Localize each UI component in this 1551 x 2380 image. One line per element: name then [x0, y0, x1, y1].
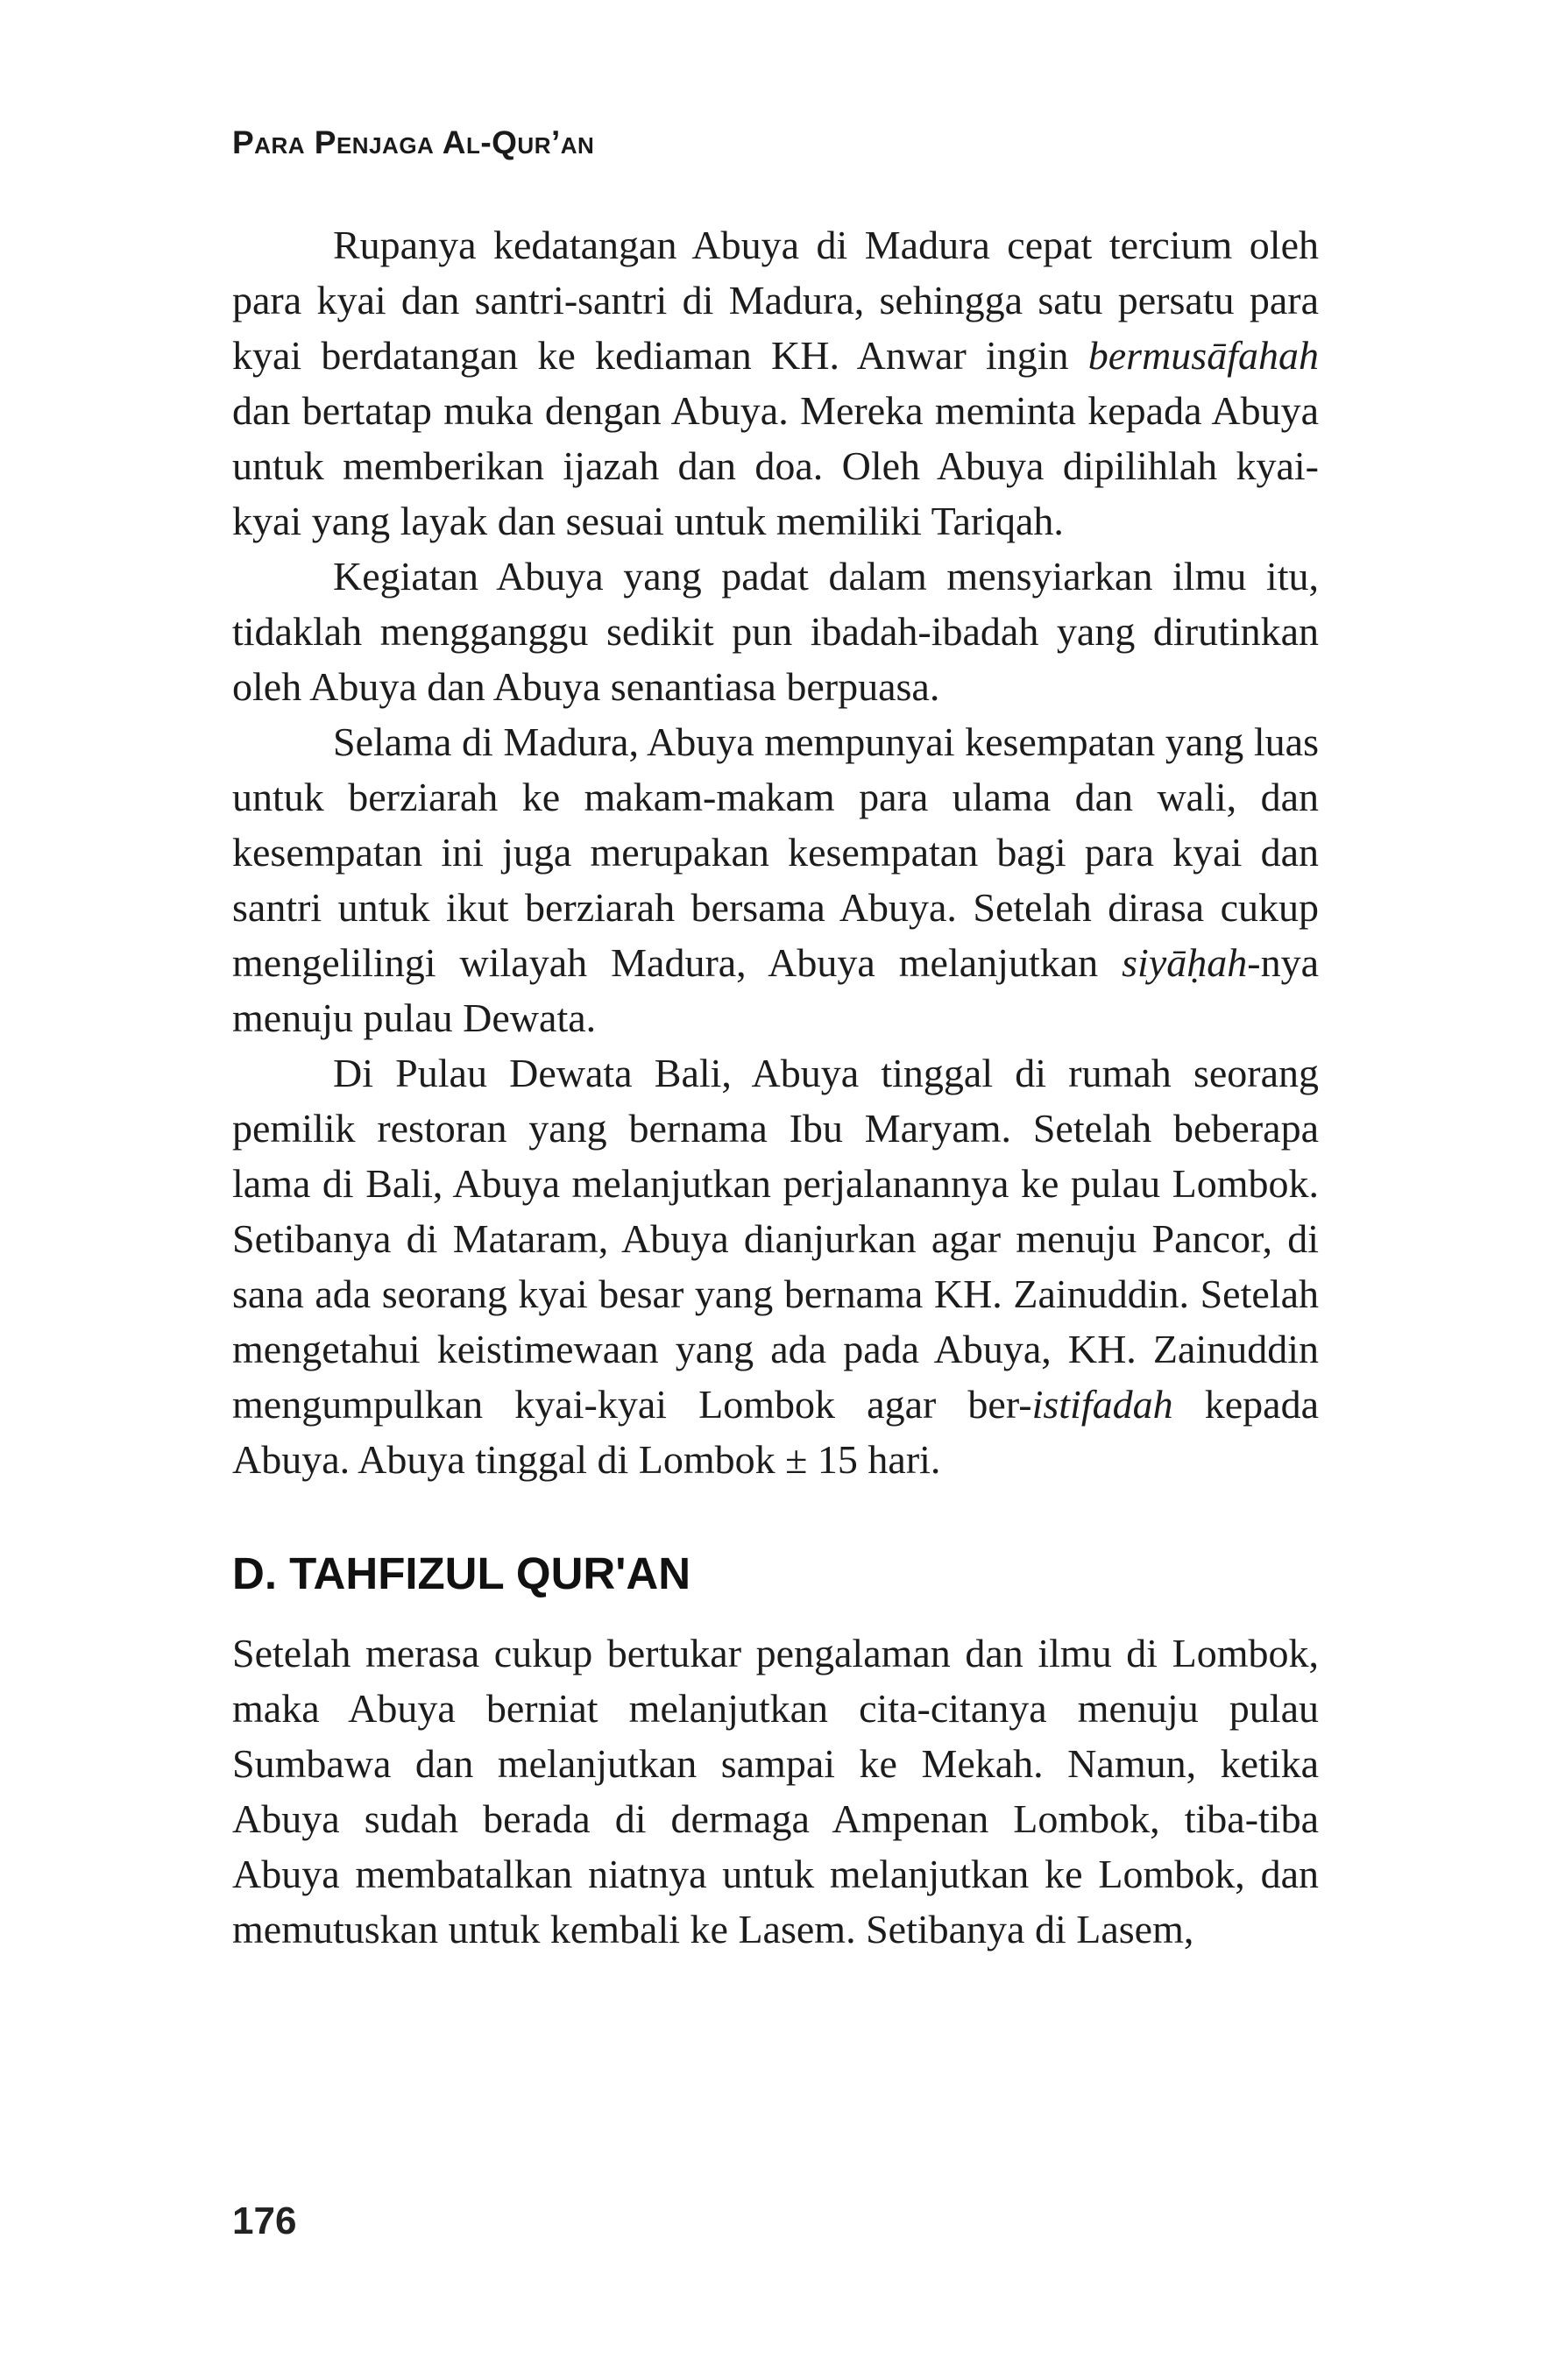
italic-text: siyāḥah — [1122, 940, 1248, 985]
page-number: 176 — [232, 2199, 297, 2242]
italic-text: bermusāfahah — [1087, 333, 1319, 378]
body-text: Rupanya kedatangan Abuya di Madura cepat tercium oleh para kyai dan santri-santri di Madura, sehingga satu persatu para kyai berdatangan ke kediaman KH. Anwar ingin — [232, 223, 1319, 378]
body-text: Setelah merasa cukup bertukar pengalaman dan ilmu di Lombok, maka Abuya berniat melanjutkan cita-citanya menuju pulau Sumbawa dan melanjutkan sampai ke Mekah. Namun, ketika Abuya sudah berada di dermaga Ampenan Lombok, tiba-tiba Abuya membatalkan niatnya untuk melanjutkan ke Lombok, dan memutuskan untuk kembali ke Lasem. Setibanya di Lasem, — [232, 1631, 1319, 1951]
paragraph — [232, 1626, 1319, 1957]
body-text: Kegiatan Abuya yang padat dalam mensyiarkan ilmu itu, tidaklah mengganggu sedikit pun ibadah-ibadah yang dirutinkan oleh Abuya dan Abuya senantiasa berpuasa. — [232, 554, 1319, 709]
body-text: Di Pulau Dewata Bali, Abuya tinggal di rumah seorang pemilik restoran yang bernama Ibu Maryam. Setelah beberapa lama di Bali, Abuya melanjutkan perjalanannya ke pulau Lombok. Setibanya di Mataram, Abuya dianjurkan agar menuju Pancor, di sana ada seorang kyai besar yang bernama KH. Zainuddin. Setelah mengetahui keistimewaan yang ada pada Abuya, KH. Zainuddin mengumpulkan kyai-kyai Lombok agar ber- — [232, 1051, 1319, 1427]
section-heading: D. TAHFIZUL QUR'AN — [232, 1548, 691, 1598]
paragraph — [232, 714, 1319, 1045]
body-text: dan bertatap muka dengan Abuya. Mereka meminta kepada Abuya untuk memberikan ijazah dan doa. Oleh Abuya dipilihlah kyai-kyai yang layak dan sesuai untuk memiliki Tariqah. — [232, 388, 1319, 543]
body-text: kepada Abuya. Abuya tinggal di Lombok ± 15 hari. — [232, 1382, 1319, 1482]
italic-text: istifadah — [1031, 1382, 1173, 1427]
paragraph — [232, 217, 1319, 549]
text-block — [232, 217, 1319, 1957]
body-text: -nya menuju pulau Dewata. — [232, 940, 1319, 1040]
paragraph — [232, 1045, 1319, 1487]
running-header: Para Penjaga Al-Qur’an — [232, 124, 595, 160]
paragraph — [232, 549, 1319, 714]
body-text: Selama di Madura, Abuya mempunyai kesempatan yang luas untuk berziarah ke makam-makam para ulama dan wali, dan kesempatan ini juga merupakan kesempatan bagi para kyai dan santri untuk ikut berziarah bersama Abuya. Setelah dirasa cukup mengelilingi wilayah Madura, Abuya melanjutkan — [232, 719, 1319, 985]
